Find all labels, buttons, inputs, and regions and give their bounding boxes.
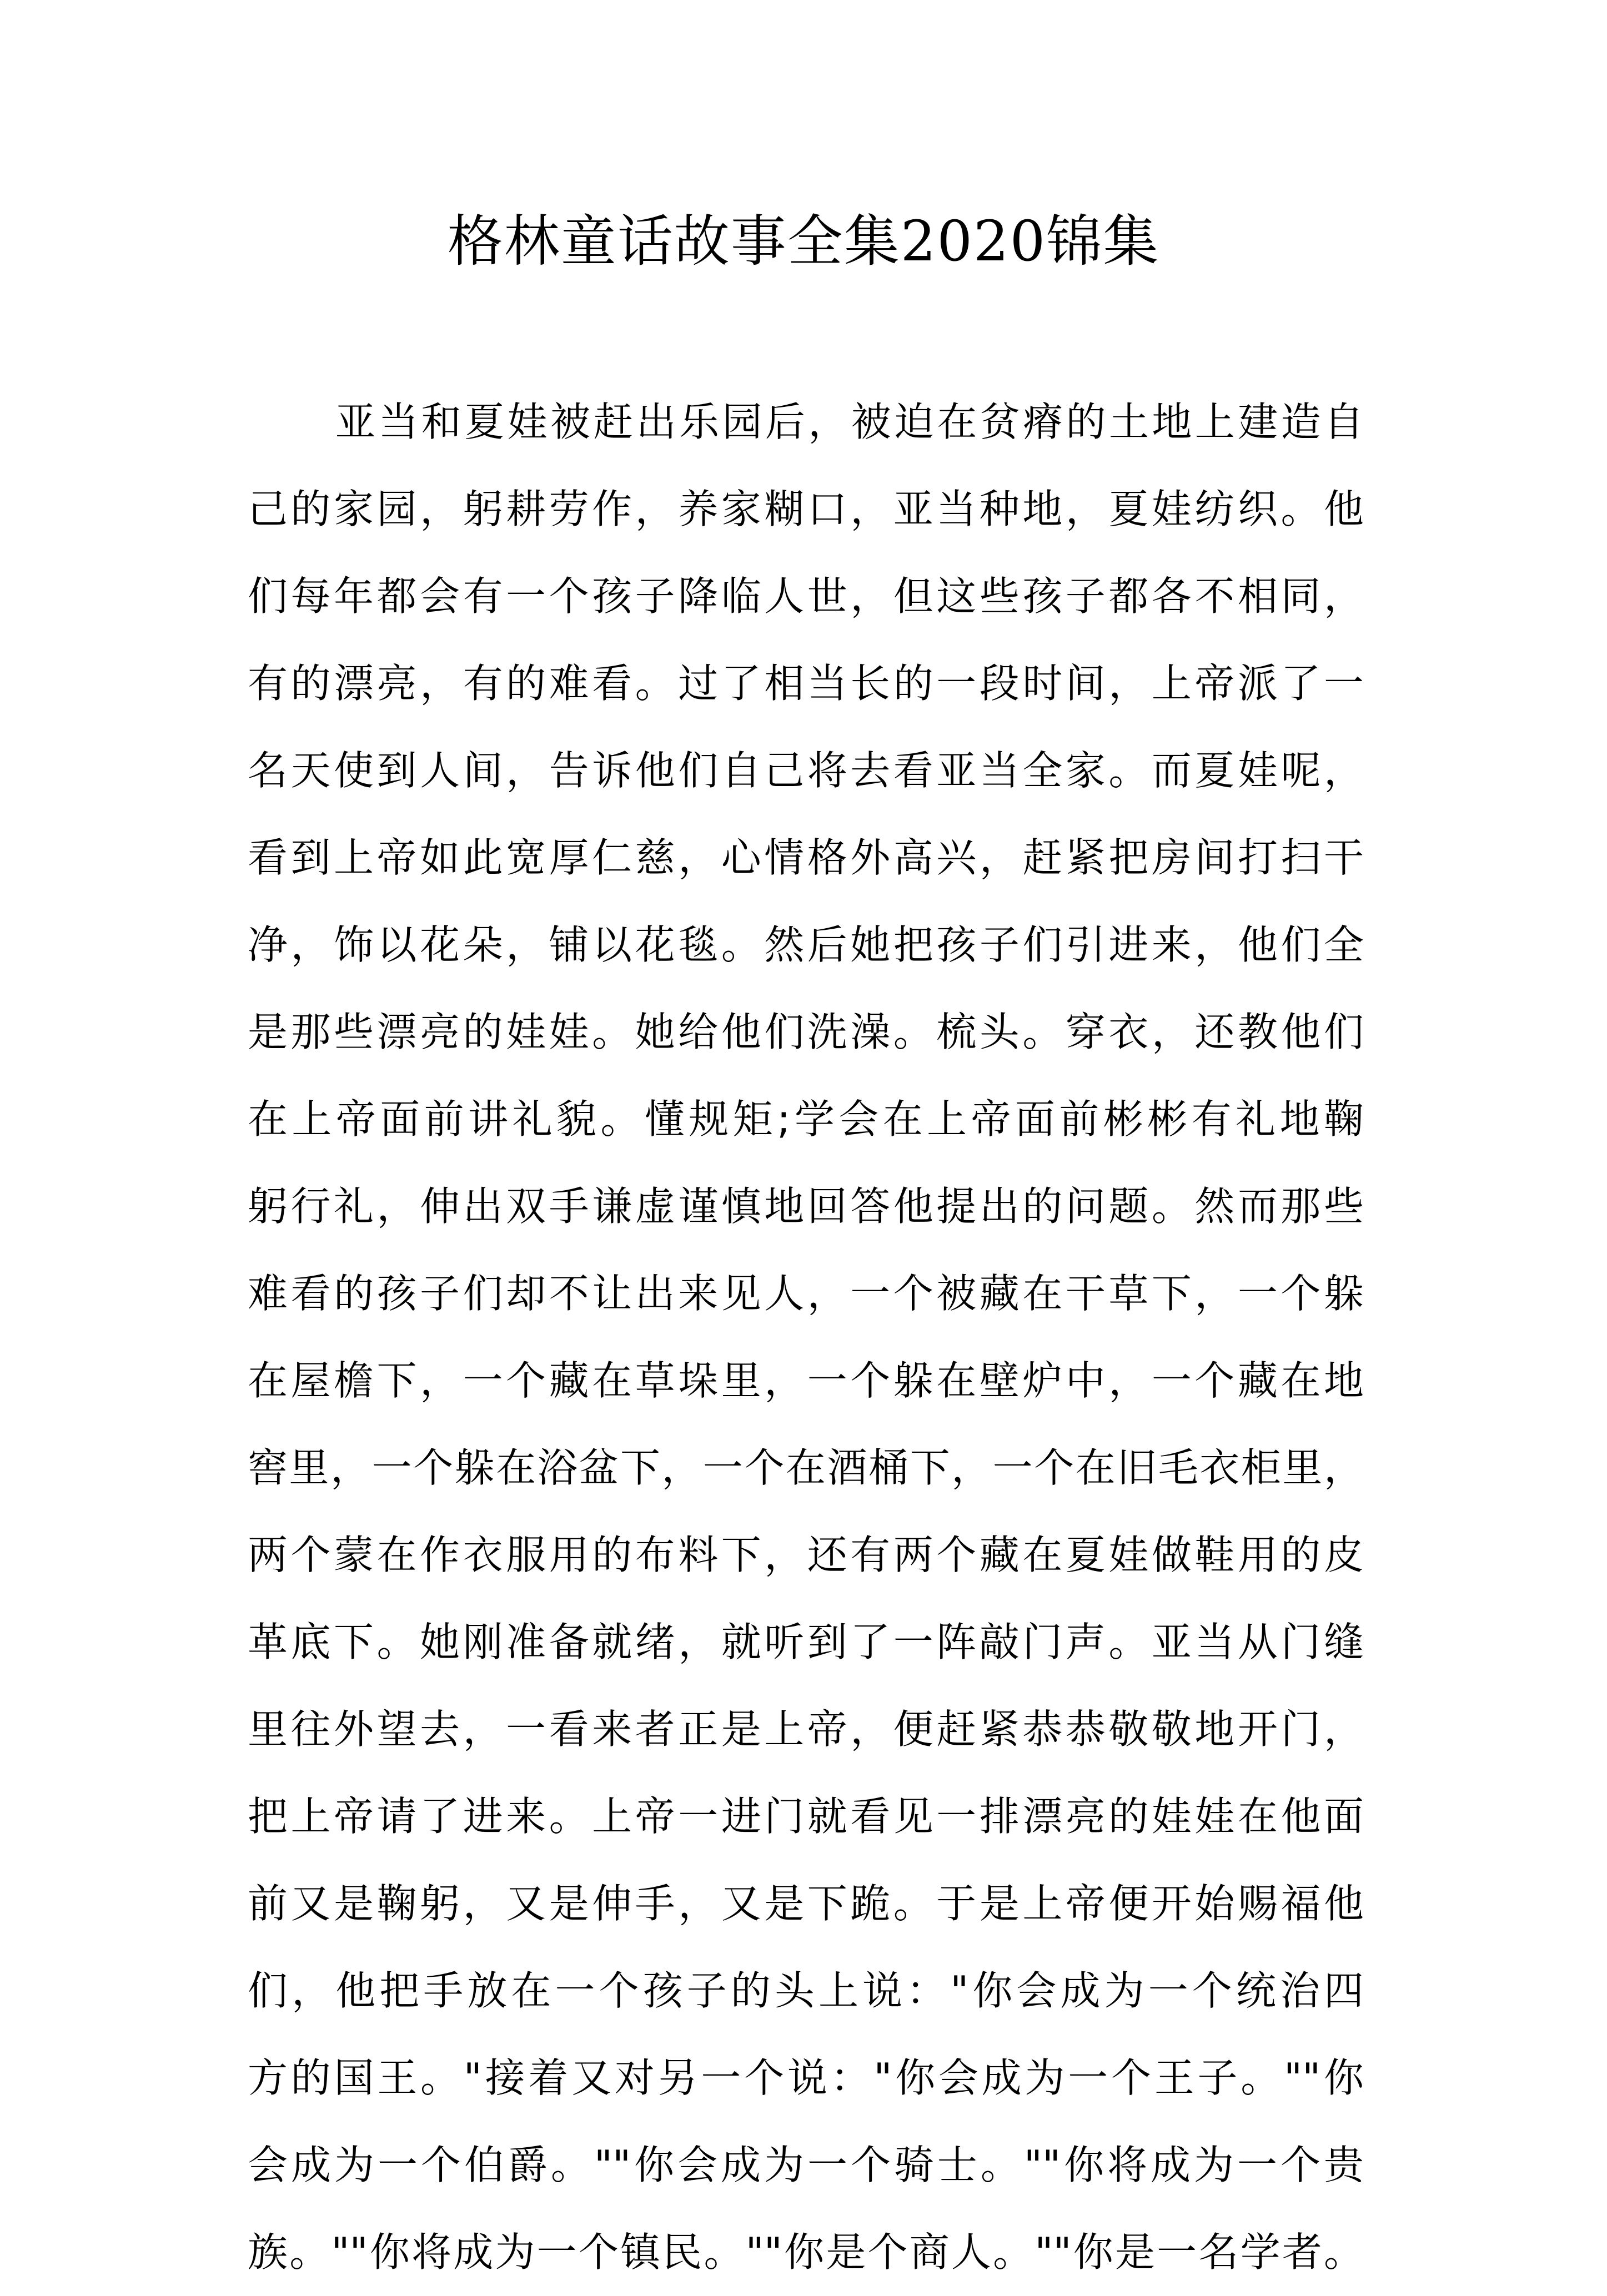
document-title: 格林童话故事全集2020锦集	[447, 209, 1160, 274]
body-paragraph	[248, 379, 1364, 2296]
paragraph-line: 难看的孩子们却不让出来见人，一个被藏在干草下，一个躲	[248, 1270, 1364, 1317]
paragraph-line: 革底下。她刚准备就绪，就听到了一阵敲门声。亚当从门缝	[248, 1619, 1364, 1665]
paragraph-line: 们每年都会有一个孩子降临人世，但这些孩子都各不相同，	[248, 573, 1364, 620]
paragraph-line: 两个蒙在作衣服用的布料下，还有两个藏在夏娃做鞋用的皮	[248, 1532, 1364, 1578]
paragraph-line: 族。""你将成为一个镇民。""你是个商人。""你是一名学者。	[248, 2229, 1364, 2275]
paragraph-line: 方的国王。"接着又对另一个说："你会成为一个王子。""你	[248, 2055, 1364, 2101]
paragraph-line: 会成为一个伯爵。""你会成为一个骑士。""你将成为一个贵	[248, 2142, 1364, 2188]
paragraph-line: 看到上帝如此宽厚仁慈，心情格外高兴，赶紧把房间打扫干	[248, 834, 1364, 881]
paragraph-line: 亚当和夏娃被赶出乐园后，被迫在贫瘠的土地上建造自	[335, 399, 1364, 445]
paragraph-line: 在上帝面前讲礼貌。懂规矩;学会在上帝面前彬彬有礼地鞠	[248, 1096, 1364, 1142]
paragraph-line: 是那些漂亮的娃娃。她给他们洗澡。梳头。穿衣，还教他们	[248, 1009, 1364, 1055]
paragraph-line: 们，他把手放在一个孩子的头上说："你会成为一个统治四	[248, 1967, 1364, 2014]
paragraph-line: 净，饰以花朵，铺以花毯。然后她把孩子们引进来，他们全	[248, 922, 1364, 968]
paragraph-line: 前又是鞠躬，又是伸手，又是下跪。于是上帝便开始赐福他	[248, 1880, 1364, 1927]
paragraph-line: 窖里，一个躲在浴盆下，一个在酒桶下，一个在旧毛衣柜里，	[248, 1444, 1364, 1491]
paragraph-line: 躬行礼，伸出双手谦虚谨慎地回答他提出的问题。然而那些	[248, 1183, 1364, 1230]
paragraph-line: 有的漂亮，有的难看。过了相当长的一段时间，上帝派了一	[248, 660, 1364, 707]
paragraph-line: 在屋檐下，一个藏在草垛里，一个躲在壁炉中，一个藏在地	[248, 1357, 1364, 1404]
paragraph-line: 己的家园，躬耕劳作，养家糊口，亚当种地，夏娃纺织。他	[248, 486, 1364, 532]
paragraph-line: 把上帝请了进来。上帝一进门就看见一排漂亮的娃娃在他面	[248, 1793, 1364, 1840]
paragraph-line: 里往外望去，一看来者正是上帝，便赶紧恭恭敬敬地开门，	[248, 1706, 1364, 1753]
paragraph-line: 名天使到人间，告诉他们自己将去看亚当全家。而夏娃呢，	[248, 747, 1364, 794]
